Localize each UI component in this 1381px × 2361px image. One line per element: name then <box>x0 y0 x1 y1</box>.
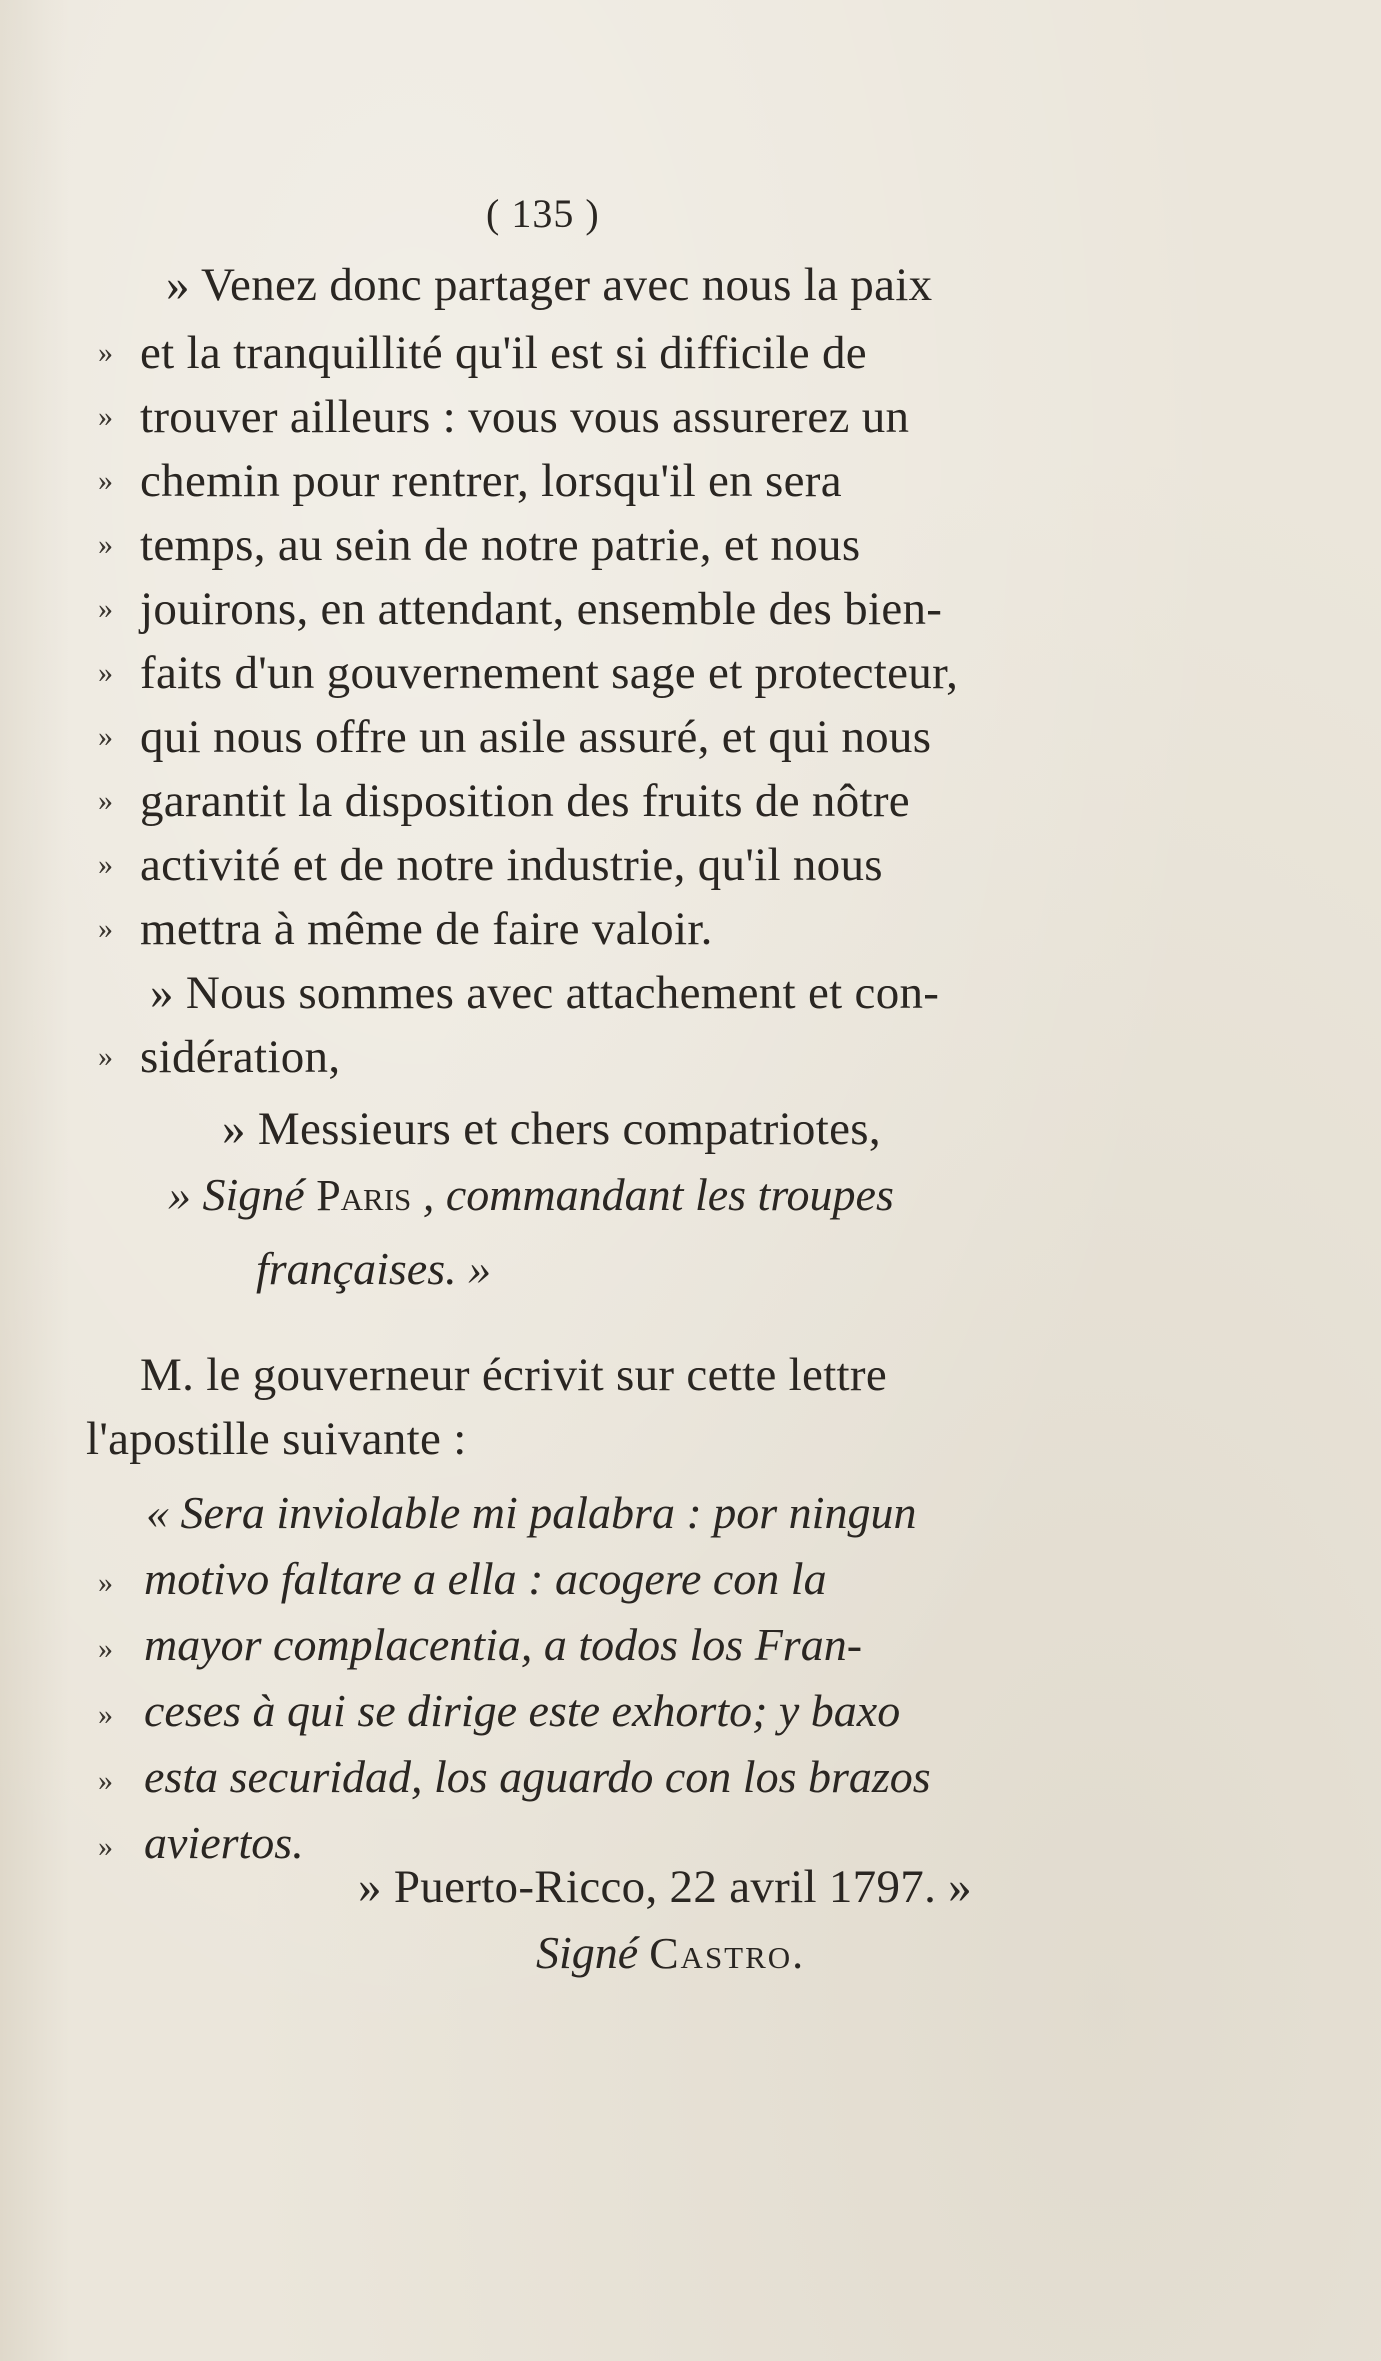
castro-name: Castro. <box>649 1929 806 1978</box>
signature-prefix: » Signé <box>168 1169 305 1220</box>
margin-quote: » <box>98 1764 113 1797</box>
page-number: ( 135 ) <box>486 191 600 236</box>
letter-line-1: » Venez donc partager avec nous la paix <box>166 259 933 311</box>
apostille-line-4: ceses à qui se dirige este exhorto; y baxo <box>144 1685 901 1736</box>
letter-line-13: sidération, <box>140 1031 341 1083</box>
margin-quote: » <box>98 784 113 817</box>
margin-quote: » <box>98 528 113 561</box>
apostille-line-6: aviertos. <box>144 1817 304 1868</box>
apostille-line-5: esta securidad, los aguardo con los brazos <box>144 1751 931 1802</box>
letter-line-4: chemin pour rentrer, lorsqu'il en sera <box>140 455 842 507</box>
letter-line-6: jouirons, en attendant, ensemble des bien- <box>140 583 943 635</box>
margin-quote: » <box>98 1830 113 1863</box>
margin-quote: » <box>98 464 113 497</box>
signature-line <box>168 1169 894 1220</box>
apostille-line-2: motivo faltare a ella : acogere con la <box>144 1553 827 1604</box>
signature-rest: , commandant les troupes <box>422 1169 894 1220</box>
margin-quote: » <box>98 336 113 369</box>
margin-quote: » <box>98 400 113 433</box>
castro-prefix: Signé <box>536 1927 639 1978</box>
letter-line-10: activité et de notre industrie, qu'il nous <box>140 839 883 891</box>
margin-quote: » <box>98 848 113 881</box>
margin-quote: » <box>98 912 113 945</box>
letter-line-3: trouver ailleurs : vous vous assurerez un <box>140 391 910 443</box>
letter-line-11: mettra à même de faire valoir. <box>140 903 713 955</box>
narrative-line-2: l'apostille suivante : <box>86 1413 467 1465</box>
place-date: » Puerto-Ricco, 22 avril 1797. » <box>358 1861 972 1913</box>
narrative-line-1: M. le gouverneur écrivit sur cette lettre <box>140 1349 888 1401</box>
letter-line-9: garantit la disposition des fruits de nôtre <box>140 775 910 827</box>
letter-line-5: temps, au sein de notre patrie, et nous <box>140 519 861 571</box>
letter-line-2: et la tranquillité qu'il est si difficile de <box>140 327 867 379</box>
letter-line-12: » Nous sommes avec attachement et con- <box>150 967 940 1019</box>
castro-signature <box>536 1927 806 1978</box>
margin-quote: » <box>98 720 113 753</box>
margin-quote: » <box>98 1632 113 1665</box>
signature-name: Paris <box>316 1171 412 1220</box>
margin-quote: » <box>98 656 113 689</box>
apostille-line-1: « Sera inviolable mi palabra : por ningun <box>146 1487 917 1538</box>
margin-quote: » <box>98 1698 113 1731</box>
margin-quote: » <box>98 592 113 625</box>
letter-line-8: qui nous offre un asile assuré, et qui nous <box>140 711 932 763</box>
letter-line-7: faits d'un gouvernement sage et protecteur, <box>140 647 959 699</box>
salutation: » Messieurs et chers compatriotes, <box>222 1103 881 1155</box>
margin-quote: » <box>98 1566 113 1599</box>
apostille-line-3: mayor complacentia, a todos los Fran- <box>144 1619 863 1670</box>
margin-quote: » <box>98 1040 113 1073</box>
signature-end: françaises. » <box>256 1243 492 1294</box>
